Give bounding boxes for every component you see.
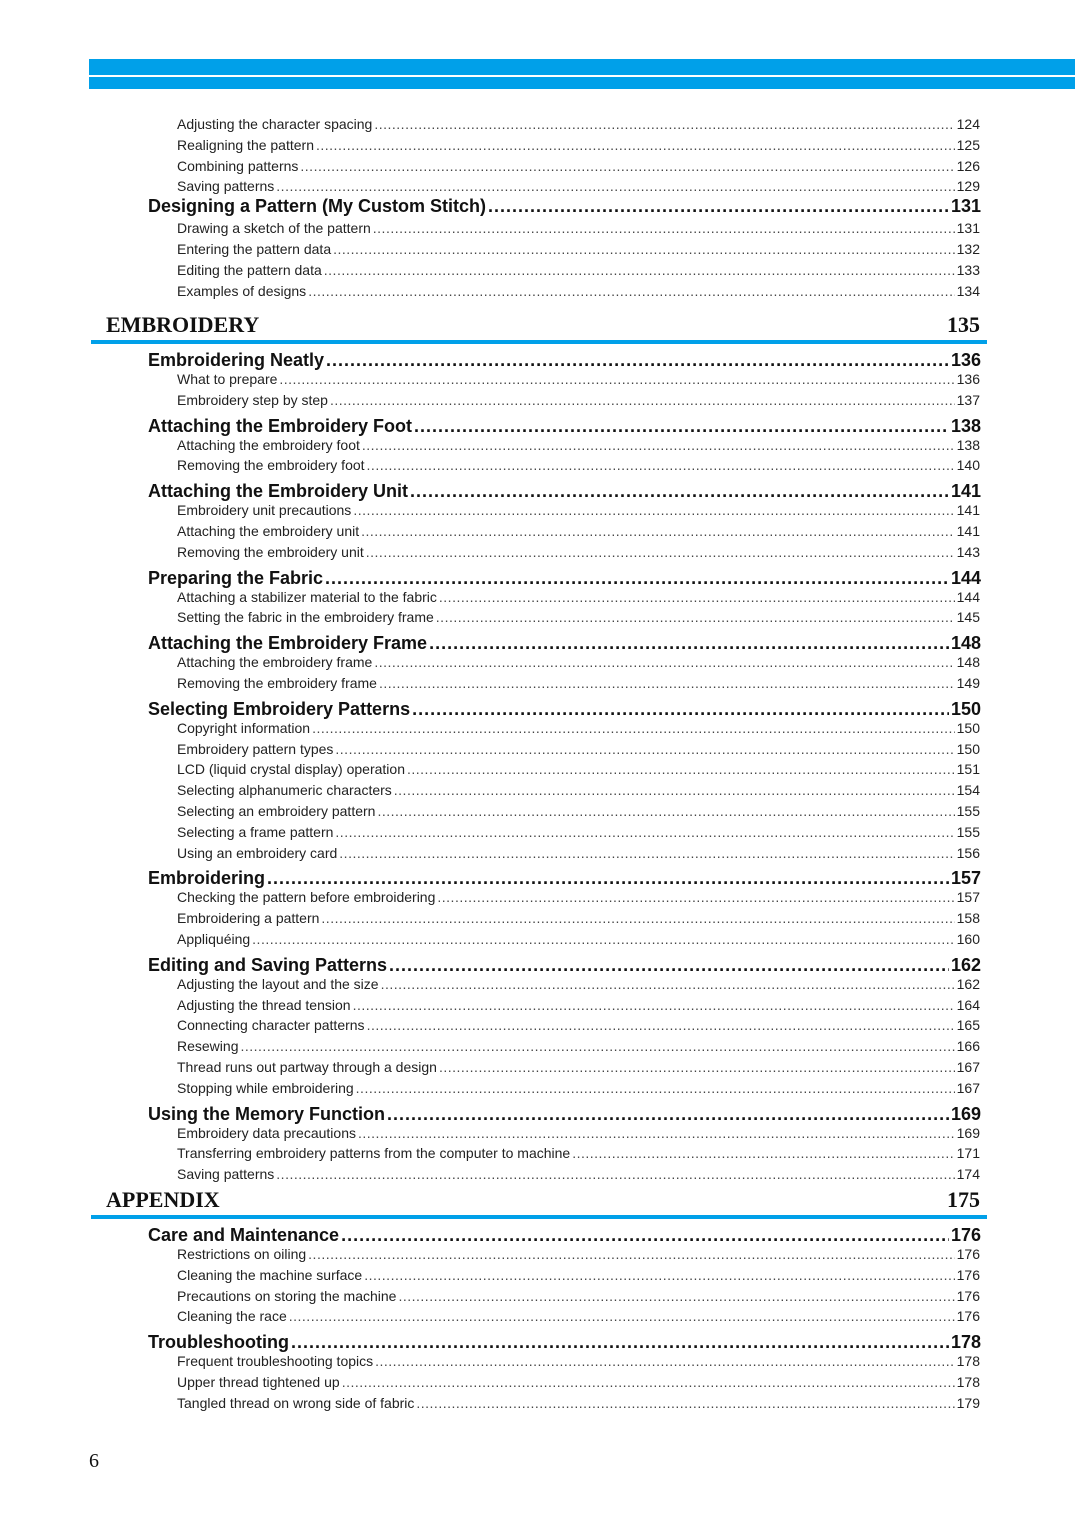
page-ref: 176 xyxy=(956,1308,980,1325)
entry-title: Resewing xyxy=(177,1038,239,1055)
entry-title: Selecting an embroidery pattern xyxy=(177,803,376,819)
page-ref: 176 xyxy=(950,1225,981,1245)
entry-title: Entering the pattern data xyxy=(177,241,332,257)
page-ref: 150 xyxy=(956,740,980,757)
toc-entry[interactable] xyxy=(177,371,980,392)
page-ref: 169 xyxy=(950,1103,981,1124)
page-ref: 179 xyxy=(956,1394,980,1411)
page-ref: 150 xyxy=(950,698,981,719)
entry-title: Saving patterns xyxy=(177,1166,275,1183)
dot-leader xyxy=(316,137,955,153)
dot-leader xyxy=(240,1038,954,1054)
toc-entry[interactable] xyxy=(177,1017,980,1038)
section-title: Designing a Pattern (My Custom Stitch) xyxy=(148,196,487,217)
page-ref: 141 xyxy=(950,481,981,502)
section-title: Attaching the Embroidery Unit xyxy=(148,481,409,502)
page-ref: 162 xyxy=(956,975,980,992)
toc-entry[interactable] xyxy=(177,1395,980,1416)
section-title: Embroidering xyxy=(148,868,266,889)
header-stripe xyxy=(89,75,1075,77)
dot-leader xyxy=(291,1332,949,1353)
dot-leader xyxy=(341,1225,949,1246)
dot-leader xyxy=(308,283,954,299)
toc-entry[interactable] xyxy=(177,137,980,158)
toc-entry[interactable] xyxy=(177,675,980,696)
entry-title: Embroidering a pattern xyxy=(177,910,320,927)
dot-leader xyxy=(394,782,955,798)
chapter-title: EMBROIDERY xyxy=(106,312,260,337)
toc-entry[interactable] xyxy=(177,1353,980,1374)
toc-entry[interactable] xyxy=(177,976,980,997)
toc-entry[interactable] xyxy=(177,1374,980,1395)
chapter-page: 135 xyxy=(947,312,980,337)
page-ref: 143 xyxy=(956,543,980,560)
toc-entry[interactable] xyxy=(177,761,980,782)
entry-title: LCD (liquid crystal display) operation xyxy=(177,761,405,778)
dot-leader xyxy=(335,741,954,757)
dot-leader xyxy=(353,997,955,1013)
page-ref: 132 xyxy=(956,241,980,257)
page-ref: 156 xyxy=(956,844,980,861)
entry-title: Upper thread tightened up xyxy=(177,1374,340,1390)
entry-title: Restrictions on oiling xyxy=(177,1246,307,1262)
dot-leader xyxy=(335,824,954,840)
page-ref: 149 xyxy=(956,675,980,691)
entry-title: Realigning the pattern xyxy=(177,136,314,153)
toc-entry[interactable] xyxy=(177,457,980,478)
section-title: Care and Maintenance xyxy=(148,1225,340,1245)
page-ref: 131 xyxy=(950,196,981,217)
toc-entry[interactable] xyxy=(177,158,980,179)
page-ref: 178 xyxy=(956,1353,980,1370)
page-ref: 157 xyxy=(950,868,981,889)
entry-title: Embroidery pattern types xyxy=(177,740,334,757)
dot-leader xyxy=(333,241,955,257)
dot-leader xyxy=(353,502,954,518)
dot-leader xyxy=(300,158,954,174)
page-ref: 145 xyxy=(956,609,980,626)
entry-title: Attaching a stabilizer material to the fabric xyxy=(177,588,437,605)
toc-entry[interactable] xyxy=(177,1145,980,1166)
page-ref: 176 xyxy=(956,1266,980,1283)
toc-entry[interactable] xyxy=(177,997,980,1018)
dot-leader xyxy=(398,1288,954,1304)
page-ref: 150 xyxy=(956,719,980,736)
page-ref: 166 xyxy=(956,1038,980,1055)
entry-title: Connecting character patterns xyxy=(177,1017,365,1034)
entry-title: Transferring embroidery patterns from the computer to machine xyxy=(177,1145,571,1162)
page-ref: 137 xyxy=(956,391,980,408)
dot-leader xyxy=(439,589,955,605)
chapter-title: APPENDIX xyxy=(106,1187,220,1212)
dot-leader xyxy=(436,609,955,625)
entry-title: Embroidery data precautions xyxy=(177,1124,356,1141)
toc-entry[interactable] xyxy=(177,1059,980,1080)
toc-entry[interactable] xyxy=(177,1080,980,1101)
toc-entry[interactable] xyxy=(177,609,980,630)
toc-entry[interactable] xyxy=(177,589,980,610)
page-ref: 144 xyxy=(950,567,981,588)
entry-title: Drawing a sketch of the pattern xyxy=(177,220,371,237)
entry-title: Attaching the embroidery foot xyxy=(177,436,360,453)
toc-entry[interactable] xyxy=(177,741,980,762)
dot-leader xyxy=(252,931,954,947)
entry-title: Embroidery unit precautions xyxy=(177,502,352,519)
dot-leader xyxy=(429,633,949,654)
entry-title: Precautions on storing the machine xyxy=(177,1287,397,1304)
toc-entry[interactable] xyxy=(177,1308,980,1329)
page-ref: 131 xyxy=(956,220,980,237)
page-ref: 136 xyxy=(956,371,980,387)
page-ref: 134 xyxy=(956,282,980,299)
dot-leader xyxy=(373,220,955,236)
dot-leader xyxy=(367,457,955,473)
dot-leader xyxy=(572,1145,954,1161)
toc-entry[interactable] xyxy=(177,283,980,304)
entry-title: Editing the pattern data xyxy=(177,261,322,278)
page-ref: 164 xyxy=(956,996,980,1013)
entry-title: Thread runs out partway through a design xyxy=(177,1059,437,1075)
page-ref: 144 xyxy=(956,588,980,605)
dot-leader xyxy=(414,416,949,437)
dot-leader xyxy=(387,1104,949,1125)
dot-leader xyxy=(364,1267,954,1283)
entry-title: Examples of designs xyxy=(177,282,307,299)
dot-leader xyxy=(367,1017,955,1033)
entry-title: Removing the embroidery foot xyxy=(177,457,365,474)
dot-leader xyxy=(276,1166,954,1182)
dot-leader xyxy=(321,910,954,926)
dot-leader xyxy=(356,1080,955,1096)
page-ref: 133 xyxy=(956,261,980,278)
toc-entry[interactable] xyxy=(177,782,980,803)
page-ref: 124 xyxy=(956,116,980,132)
header-band xyxy=(89,59,1075,89)
entry-title: Cleaning the race xyxy=(177,1308,287,1325)
dot-leader xyxy=(279,371,954,387)
dot-leader xyxy=(362,437,955,453)
page-ref: 125 xyxy=(956,136,980,153)
entry-title: Selecting a frame pattern xyxy=(177,823,334,840)
dot-leader xyxy=(289,1308,955,1324)
page-ref: 136 xyxy=(950,350,981,370)
page-ref: 148 xyxy=(950,633,981,654)
toc-entry[interactable] xyxy=(177,502,980,523)
dot-leader xyxy=(439,1059,955,1075)
dot-leader xyxy=(407,761,955,777)
dot-leader xyxy=(330,392,955,408)
toc-entry[interactable] xyxy=(177,889,980,910)
dot-leader xyxy=(410,481,949,502)
section-title: Preparing the Fabric xyxy=(148,567,324,588)
entry-title: Selecting alphanumeric characters xyxy=(177,782,392,799)
dot-leader xyxy=(361,523,955,539)
entry-title: Checking the pattern before embroidering xyxy=(177,889,436,906)
section-title: Troubleshooting xyxy=(148,1332,289,1353)
page-ref: 158 xyxy=(956,910,980,927)
dot-leader xyxy=(308,1246,954,1262)
page-ref: 174 xyxy=(956,1166,980,1183)
section-title: Selecting Embroidery Patterns xyxy=(148,698,411,719)
entry-title: Removing the embroidery frame xyxy=(177,675,377,691)
toc-entry[interactable] xyxy=(177,437,980,458)
dot-leader xyxy=(389,955,949,976)
page-ref: 178 xyxy=(956,1374,980,1390)
dot-leader xyxy=(276,178,954,194)
entry-title: Adjusting the character spacing xyxy=(177,116,373,132)
section-title: Using the Memory Function xyxy=(148,1103,386,1124)
dot-leader xyxy=(326,350,949,371)
toc-entry[interactable] xyxy=(177,1038,980,1059)
toc-entry[interactable] xyxy=(177,845,980,866)
page-ref: 141 xyxy=(956,502,980,519)
dot-leader xyxy=(358,1125,955,1141)
chapter-rule xyxy=(91,1215,987,1219)
section-title: Attaching the Embroidery Frame xyxy=(148,633,428,654)
toc-entry[interactable] xyxy=(177,1267,980,1288)
toc-entry[interactable] xyxy=(177,544,980,565)
dot-leader xyxy=(267,868,949,889)
entry-title: Adjusting the thread tension xyxy=(177,996,351,1013)
entry-title: Tangled thread on wrong side of fabric xyxy=(177,1394,415,1411)
page-ref: 138 xyxy=(950,415,981,436)
entry-title: Removing the embroidery unit xyxy=(177,543,364,560)
page-ref: 178 xyxy=(950,1332,981,1353)
toc-entry[interactable] xyxy=(177,1125,980,1146)
dot-leader xyxy=(374,654,954,670)
entry-title: What to prepare xyxy=(177,371,278,387)
toc-entry[interactable] xyxy=(177,392,980,413)
page-ref: 141 xyxy=(956,523,980,539)
page-ref: 167 xyxy=(956,1059,980,1075)
page-ref: 155 xyxy=(956,803,980,819)
entry-title: Using an embroidery card xyxy=(177,844,338,861)
page-ref: 140 xyxy=(956,457,980,474)
page-ref: 154 xyxy=(956,782,980,799)
entry-title: Saving patterns xyxy=(177,178,275,195)
entry-title: Setting the fabric in the embroidery frame xyxy=(177,609,434,626)
toc-entry[interactable] xyxy=(177,910,980,931)
toc-entry[interactable] xyxy=(177,1288,980,1309)
entry-title: Cleaning the machine surface xyxy=(177,1266,363,1283)
dot-leader xyxy=(379,675,955,691)
entry-title: Adjusting the layout and the size xyxy=(177,975,379,992)
page-ref: 165 xyxy=(956,1017,980,1034)
dot-leader xyxy=(325,568,949,589)
toc-entry[interactable] xyxy=(177,262,980,283)
toc-entry[interactable] xyxy=(177,654,980,675)
page-number: 6 xyxy=(89,1450,99,1472)
page-ref: 129 xyxy=(956,178,980,195)
dot-leader xyxy=(339,845,954,861)
dot-leader xyxy=(324,262,955,278)
entry-title: Attaching the embroidery frame xyxy=(177,654,373,671)
entry-title: Embroidery step by step xyxy=(177,391,328,408)
toc-entry[interactable] xyxy=(177,116,980,137)
toc-entry[interactable] xyxy=(177,220,980,241)
page-ref: 148 xyxy=(956,654,980,671)
toc-entry[interactable] xyxy=(177,803,980,824)
chapter-page: 175 xyxy=(947,1187,980,1212)
page-ref: 162 xyxy=(950,954,981,975)
page-ref: 151 xyxy=(956,761,980,778)
chapter-heading[interactable] xyxy=(106,1187,980,1213)
toc-entry[interactable] xyxy=(177,1246,980,1267)
entry-title: Attaching the embroidery unit xyxy=(177,523,360,539)
page-ref: 157 xyxy=(956,889,980,906)
dot-leader xyxy=(437,889,954,905)
dot-leader xyxy=(416,1395,954,1411)
section-title: Embroidering Neatly xyxy=(148,350,325,370)
page-ref: 138 xyxy=(956,436,980,453)
dot-leader xyxy=(366,544,955,560)
dot-leader xyxy=(381,976,955,992)
toc-entry[interactable] xyxy=(177,720,980,741)
toc-entry[interactable] xyxy=(177,931,980,952)
chapter-rule xyxy=(91,340,987,344)
toc-entry[interactable] xyxy=(177,824,980,845)
toc-entry[interactable] xyxy=(177,1166,980,1187)
toc-entry[interactable] xyxy=(177,523,980,544)
section-title: Attaching the Embroidery Foot xyxy=(148,415,413,436)
page-ref: 160 xyxy=(956,931,980,947)
chapter-heading[interactable] xyxy=(106,312,980,338)
page-ref: 169 xyxy=(956,1124,980,1141)
dot-leader xyxy=(377,803,954,819)
page-ref: 171 xyxy=(956,1145,980,1162)
page-ref: 167 xyxy=(956,1079,980,1096)
section-title: Editing and Saving Patterns xyxy=(148,954,388,975)
page-ref: 126 xyxy=(956,157,980,174)
entry-title: Frequent troubleshooting topics xyxy=(177,1353,374,1370)
dot-leader xyxy=(375,1353,955,1369)
dot-leader xyxy=(412,699,949,720)
page-ref: 176 xyxy=(956,1287,980,1304)
toc-entry[interactable] xyxy=(177,241,980,262)
page-ref: 176 xyxy=(956,1246,980,1262)
entry-title: Combining patterns xyxy=(177,157,299,174)
entry-title: Appliquéing xyxy=(177,931,251,947)
toc-section-entry[interactable] xyxy=(148,196,981,220)
page-ref: 155 xyxy=(956,823,980,840)
dot-leader xyxy=(312,720,955,736)
dot-leader xyxy=(342,1374,955,1390)
entry-title: Copyright information xyxy=(177,719,311,736)
dot-leader xyxy=(488,196,949,217)
entry-title: Stopping while embroidering xyxy=(177,1079,354,1096)
dot-leader xyxy=(374,116,954,132)
